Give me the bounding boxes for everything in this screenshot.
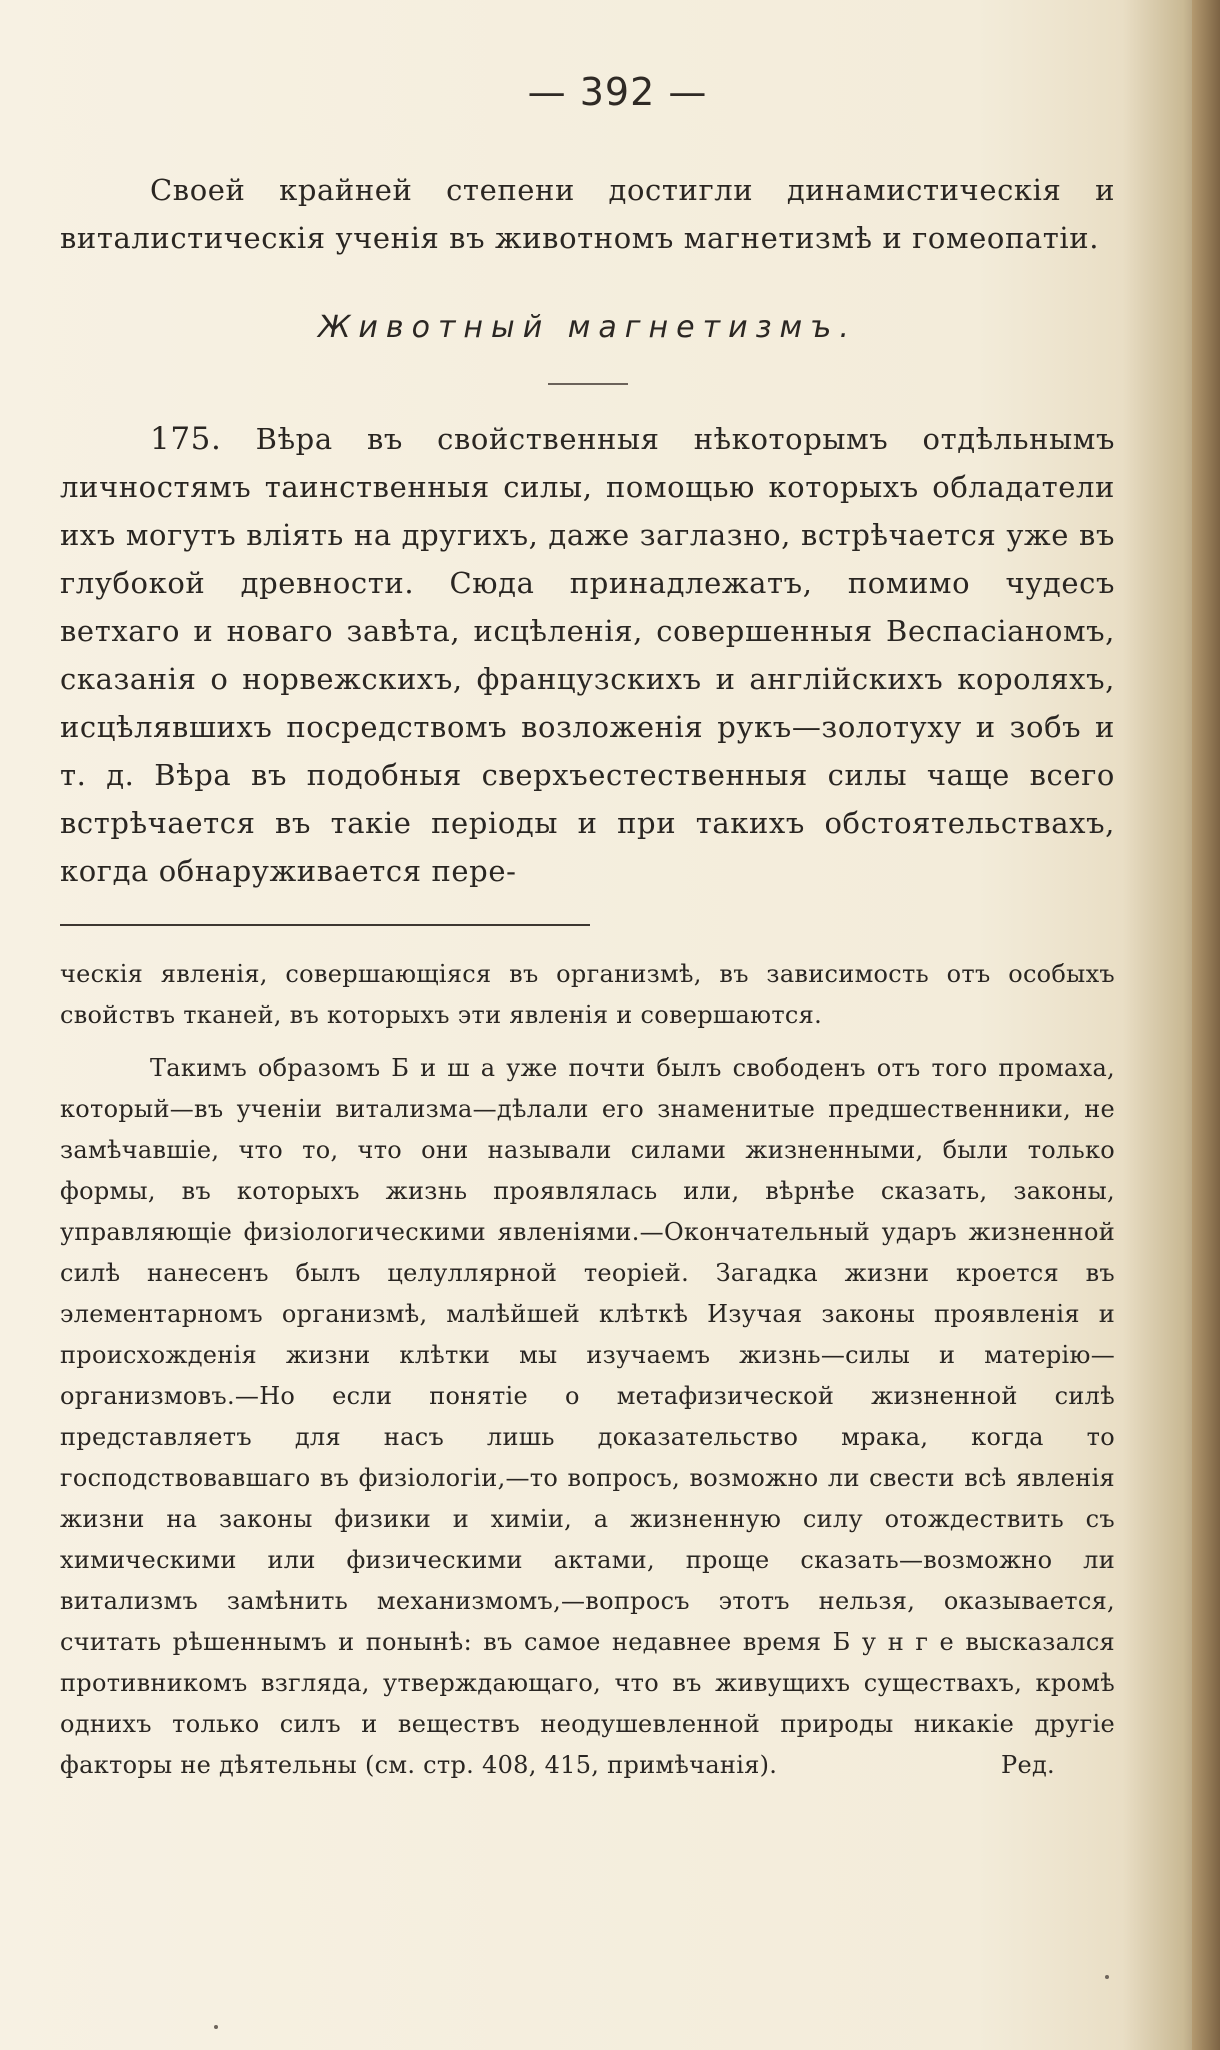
section-title: Животный магнетизмъ. [318, 310, 857, 345]
section-divider [548, 383, 628, 385]
main-paragraph [60, 415, 1115, 895]
footnote [60, 954, 1115, 1786]
footnote-body [60, 1048, 1115, 1786]
page-speck [214, 2025, 218, 2029]
footnote-divider [60, 924, 590, 926]
page-number: — 392 — [527, 70, 708, 114]
page-content [60, 70, 1115, 1786]
footnote-continuation: ческія явленія, совершающіяся въ организмѣ, въ зависимость отъ особыхъ свойствъ тканей, въ которыхъ эти явленія и совершаются. [60, 960, 1115, 1029]
paragraph-text: Вѣра въ свойственныя нѣкоторымъ отдѣльнымъ личностямъ таинственныя силы, помощью которыхъ обладатели ихъ могутъ влiять на другихъ, даже заглазно, встрѣчается уже въ глубокой древности. Сюда принадлежатъ, помимо чудесъ ветхаго и новаго завѣта, исцѣленія, совершенныя Веспасіаномъ, сказанія о норвежскихъ, французскихъ и англійскихъ короляхъ, исцѣлявшихъ посредствомъ возложенія рукъ—золотуху и зобъ и т. д. Вѣра въ подобныя сверхъестественныя силы чаще всего встрѣчается въ такіе періоды и при такихъ обстоятельствахъ, когда обнаруживается пере- [60, 422, 1115, 888]
footnote-text: Такимъ образомъ Б и ш а уже почти былъ свободенъ отъ того промаха, который—въ ученіи витализма—дѣлали его знаменитые предшественники, не замѣчавшіе, что то, что они называли силами жизненными, были только формы, въ которыхъ жизнь проявлялась или, вѣрнѣе сказать, законы, управляющіе физіологическими явленіями.—Окончательный ударъ жизненной силѣ нанесенъ былъ целуллярной теоріей. Загадка жизни кроется въ элементарномъ организмѣ, малѣйшей клѣткѣ Изучая законы проявленія и происхожденія жизни клѣтки мы изучаемъ жизнь—силы и матерію—организмовъ.—Но если понятіе о метафизической жизненной силѣ представляетъ для насъ лишь доказательство мрака, когда то господствовавшаго въ физіологіи,—то вопросъ, возможно ли свести всѣ явленія жизни на законы физики и химіи, а жизненную силу отождествить съ химическими или физическими актами, проще сказать—возможно ли витализмъ замѣнить механизмомъ,—вопросъ этотъ нельзя, оказывается, считать рѣшеннымъ и понынѣ: въ самое недавнее время Б у н г е высказался противникомъ взгляда, утверждающаго, что въ живущихъ существахъ, кромѣ однихъ только силъ и веществъ неодушевленной природы никакіе другіе факторы не дѣятельны (см. стр. 408, 415, примѣчанія). [60, 1054, 1115, 1779]
editor-signature: Ред. [1001, 1751, 1055, 1779]
lead-paragraph: Своей крайней степени достигли динамистическія и виталистическія ученія въ животномъ магнетизмѣ и гомеопатіи. [60, 173, 1115, 255]
paragraph-number: 175. [150, 421, 222, 457]
page-edge-shadow [1192, 0, 1220, 2050]
page-speck [1105, 1975, 1109, 1979]
